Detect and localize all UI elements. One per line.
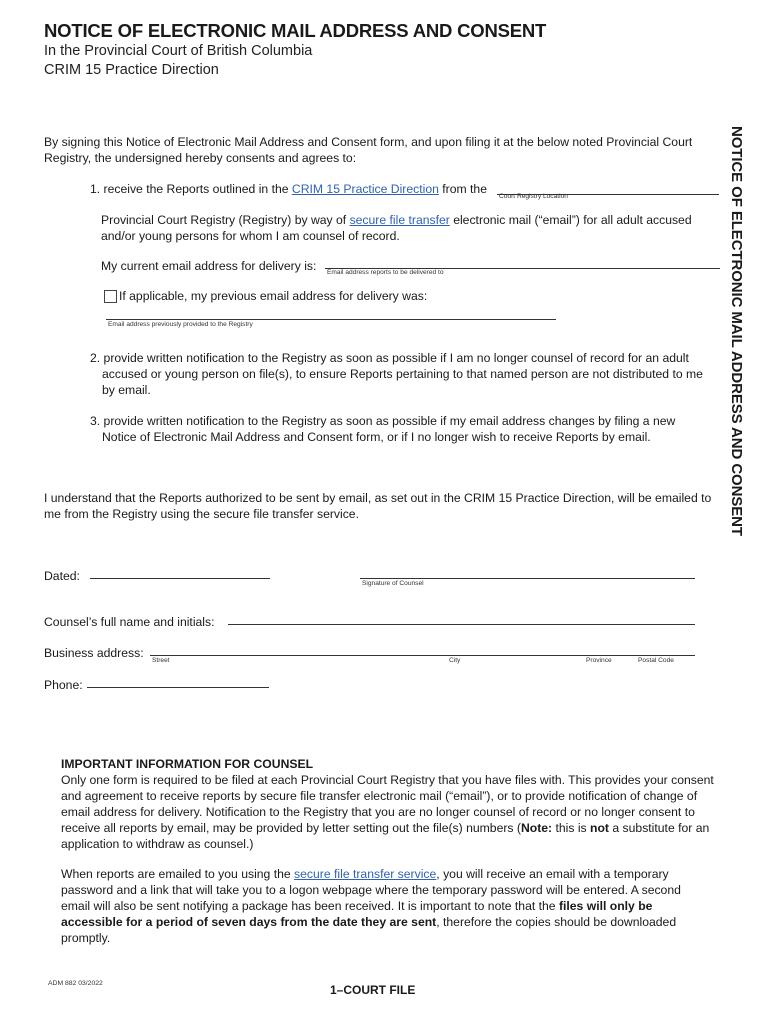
previous-email-caption: Email address previously provided to the Registry <box>108 321 253 328</box>
court-subtitle: In the Provincial Court of British Columbia <box>44 43 313 59</box>
item-1-line2-post: electronic mail (“email”) for all adult accused and/or young persons for whom I am counsel of record. <box>101 213 692 243</box>
dated-label: Dated: <box>44 569 80 583</box>
item-1-pre: 1. receive the Reports outlined in the <box>90 182 292 196</box>
important-p2-text-b: , you will receive an email with a temporary password and a link that will take you to a logon webpage where the temporary password will be entered. A second email will also be sent notifying a package has been received. It is important to note that the <box>61 867 681 913</box>
previous-email-checkbox[interactable] <box>104 290 117 303</box>
important-paragraph-2 <box>61 866 713 946</box>
understand-paragraph: I understand that the Reports authorized to be sent by email, as set out in the CRIM 15 Practice Direction, will be emailed to me from the Registry using the secure file transfer service. <box>44 491 712 521</box>
current-email-label: My current email address for delivery is: <box>101 259 317 273</box>
city-caption: City <box>449 657 461 664</box>
item-1-post: from the <box>438 182 487 196</box>
signature-line[interactable] <box>360 578 695 579</box>
copy-label: 1–COURT FILE <box>330 983 416 997</box>
dated-line[interactable] <box>90 578 270 579</box>
form-code: ADM 882 03/2022 <box>48 980 103 987</box>
important-p1-text-c: a substitute for an application to withdraw as counsel.) <box>61 821 710 851</box>
item-1-line2-pre: Provincial Court Registry (Registry) by way of <box>101 213 350 227</box>
item-1-line-2 <box>101 212 713 244</box>
side-title-text: NOTICE OF ELECTRONIC MAIL ADDRESS AND CONSENT <box>728 126 745 536</box>
phone-label: Phone: <box>44 678 83 692</box>
important-p2-bold: files will only be accessible for a period of seven days from the date they are sent <box>61 899 653 929</box>
practice-direction-subtitle: CRIM 15 Practice Direction <box>44 62 219 78</box>
secure-file-transfer-service-link[interactable]: secure file transfer service <box>294 867 437 881</box>
side-title <box>723 126 745 626</box>
important-p2-text-c: , therefore the copies should be downloaded promptly. <box>61 915 677 945</box>
business-address-line[interactable] <box>150 655 695 656</box>
business-address-label: Business address: <box>44 646 144 660</box>
province-caption: Province <box>586 657 612 664</box>
important-p1-text-a: Only one form is required to be filed at each Provincial Court Registry that you have files with. This provides your consent and agreement to receive reports by secure file transfer electronic mail (“email”), or to provide notification of change of email address for delivery. Notification to the Registry that you are no longer counsel of record or no longer consent to receive all reports by email, may be provided by letter setting out the file(s) numbers ( <box>61 773 714 835</box>
previous-email-line[interactable] <box>106 319 556 320</box>
current-email-caption: Email address reports to be delivered to <box>327 269 444 276</box>
item-2-text: 2. provide written notification to the Registry as soon as possible if I am no longer counsel of record for an adult accused or young person on file(s), to ensure Reports pertaining to that named person are not distributed to me by email. <box>90 351 703 397</box>
page-title: NOTICE OF ELECTRONIC MAIL ADDRESS AND CONSENT <box>44 20 547 41</box>
previous-email-label: If applicable, my previous email address for delivery was: <box>119 289 428 303</box>
counsel-name-label: Counsel’s full name and initials: <box>44 615 215 629</box>
important-not-word: not <box>590 821 609 835</box>
item-2-paragraph <box>90 350 710 398</box>
item-1-line-1 <box>90 181 487 197</box>
item-3-paragraph <box>90 413 710 445</box>
registry-location-caption: Court Registry Location <box>499 193 568 200</box>
important-heading: IMPORTANT INFORMATION FOR COUNSEL <box>61 757 314 771</box>
important-paragraph-1 <box>61 772 717 852</box>
crim15-link[interactable]: CRIM 15 Practice Direction <box>291 182 439 196</box>
phone-line[interactable] <box>87 687 269 688</box>
important-p2-text-a: When reports are emailed to you using the <box>61 867 295 881</box>
item-3-text: 3. provide written notification to the Registry as soon as possible if my email address changes by filing a new Notice of Electronic Mail Address and Consent form, or if I no longer wish to receive Reports by email. <box>90 414 676 444</box>
street-caption: Street <box>152 657 170 664</box>
secure-file-transfer-link[interactable]: secure file transfer <box>349 213 450 227</box>
postal-code-caption: Postal Code <box>638 657 674 664</box>
important-p1-text-b: this is <box>552 821 591 835</box>
signature-caption: Signature of Counsel <box>362 580 424 587</box>
counsel-name-line[interactable] <box>228 624 695 625</box>
intro-paragraph: By signing this Notice of Electronic Mail Address and Consent form, and upon filing it at the below noted Provincial Court Registry, the undersigned hereby consents and agrees to: <box>44 135 693 165</box>
important-note-label: Note: <box>520 821 553 835</box>
